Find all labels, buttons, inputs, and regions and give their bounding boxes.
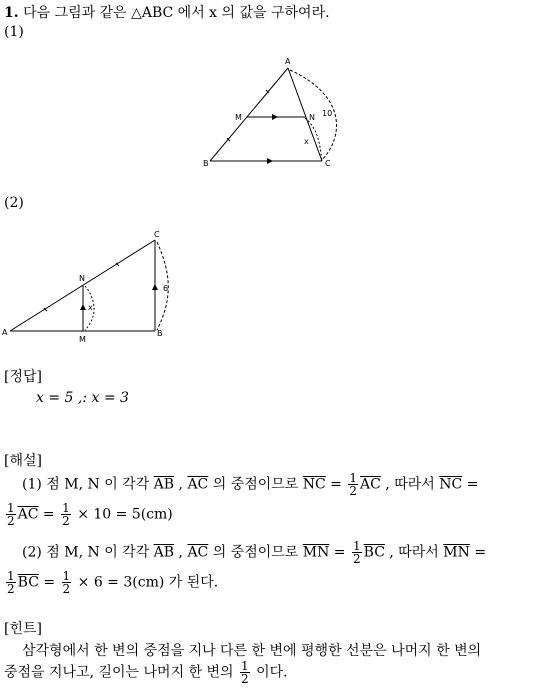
- hint-line2: 중점을 지나고, 길이는 나머지 한 변의 $\frac{1}{2}$ 이다.: [4, 659, 288, 686]
- problem-text: 다음 그림과 같은 △ABC 에서 x 의 값을 구하여라.: [23, 5, 330, 21]
- fig2-label-6: 6: [163, 284, 169, 293]
- answer-heading: [정답]: [4, 369, 42, 385]
- fig1-label-b: B: [203, 159, 209, 168]
- segment-ac: $\overline{AC}$: [187, 544, 209, 561]
- answer-text: x = 5 ,: x = 3: [36, 390, 129, 406]
- fig1-label-n: N: [309, 113, 315, 122]
- explanation-p2-line1: (2) 점 M, N 이 각각 $\overline{AB}$ , $\overline{AC}$ 의 중점이므로 $\overline{MN}$ = $\frac{1}{2}$ $\overline{BC}$ , 따라서 $\overline{MN}$ =: [22, 539, 487, 566]
- segment-bc: $\overline{BC}$: [363, 544, 385, 561]
- problem-number: 1.: [4, 5, 19, 21]
- fig2-label-n: N: [79, 274, 85, 283]
- arrow-bc: [152, 284, 158, 290]
- segment-ab: $\overline{AB}$: [153, 476, 175, 493]
- explanation-p2-line2: $\frac{1}{2}$ $\overline{BC}$ = $\frac{1}{2}$ × 6 = 3(cm) 가 된다.: [7, 569, 219, 596]
- fraction-half: $\frac{1}{2}$: [7, 569, 15, 596]
- fig2-label-x: x: [88, 303, 93, 312]
- fig1-label-a: A: [285, 57, 291, 66]
- fig1-label-x: x: [304, 137, 309, 146]
- fraction-half: $\frac{1}{2}$: [353, 539, 361, 566]
- segment-nc: $\overline{NC}$: [302, 476, 326, 493]
- fraction-half: $\frac{1}{2}$: [349, 471, 358, 498]
- segment-mn: $\overline{MN}$: [443, 544, 470, 561]
- segment-bc: $\overline{BC}$: [17, 574, 39, 591]
- fraction-half: $\frac{1}{2}$: [62, 569, 71, 596]
- segment-ac: $\overline{AC}$: [17, 506, 39, 523]
- segment-ac: $\overline{AC}$: [187, 476, 209, 493]
- fig2-label-m: M: [79, 335, 86, 344]
- segment-nc: $\overline{NC}$: [439, 476, 463, 493]
- explanation-heading: [해설]: [4, 453, 42, 469]
- fig1-label-m: M: [235, 113, 242, 122]
- part1-label: (1): [4, 24, 24, 40]
- segment-ac: $\overline{AC}$: [360, 476, 381, 493]
- segment-ab: $\overline{AB}$: [153, 544, 175, 561]
- segment-mn: $\overline{MN}$: [302, 544, 330, 561]
- explanation-p1-line2: $\frac{1}{2}$ $\overline{AC}$ = $\frac{1}{2}$ × 10 = 5(cm): [7, 501, 173, 528]
- fig2-label-c: C: [154, 230, 160, 239]
- arrow-mn: [80, 304, 86, 310]
- hint-heading: [힌트]: [4, 621, 42, 637]
- fig1-label-c: C: [325, 159, 331, 168]
- hint-line1: 삼각형에서 한 변의 중점을 지나 다른 한 변에 평행한 선분은 나머지 한 변의: [22, 643, 482, 659]
- fig2-label-a: A: [2, 328, 8, 337]
- fraction-half: $\frac{1}{2}$: [7, 501, 15, 528]
- fraction-half: $\frac{1}{2}$: [241, 659, 249, 686]
- fig2-label-b: B: [157, 329, 163, 338]
- fig1-label-10: 10: [322, 109, 333, 118]
- fraction-half: $\frac{1}{2}$: [62, 501, 70, 528]
- part2-label: (2): [4, 195, 24, 211]
- explanation-p1-line1: (1) 점 M, N 이 각각 $\overline{AB}$ , $\overline{AC}$ 의 중점이므로 $\overline{NC}$ = $\frac{1}{2}$ $\overline{AC}$ , 따라서 $\overline{NC}$ =: [22, 471, 479, 498]
